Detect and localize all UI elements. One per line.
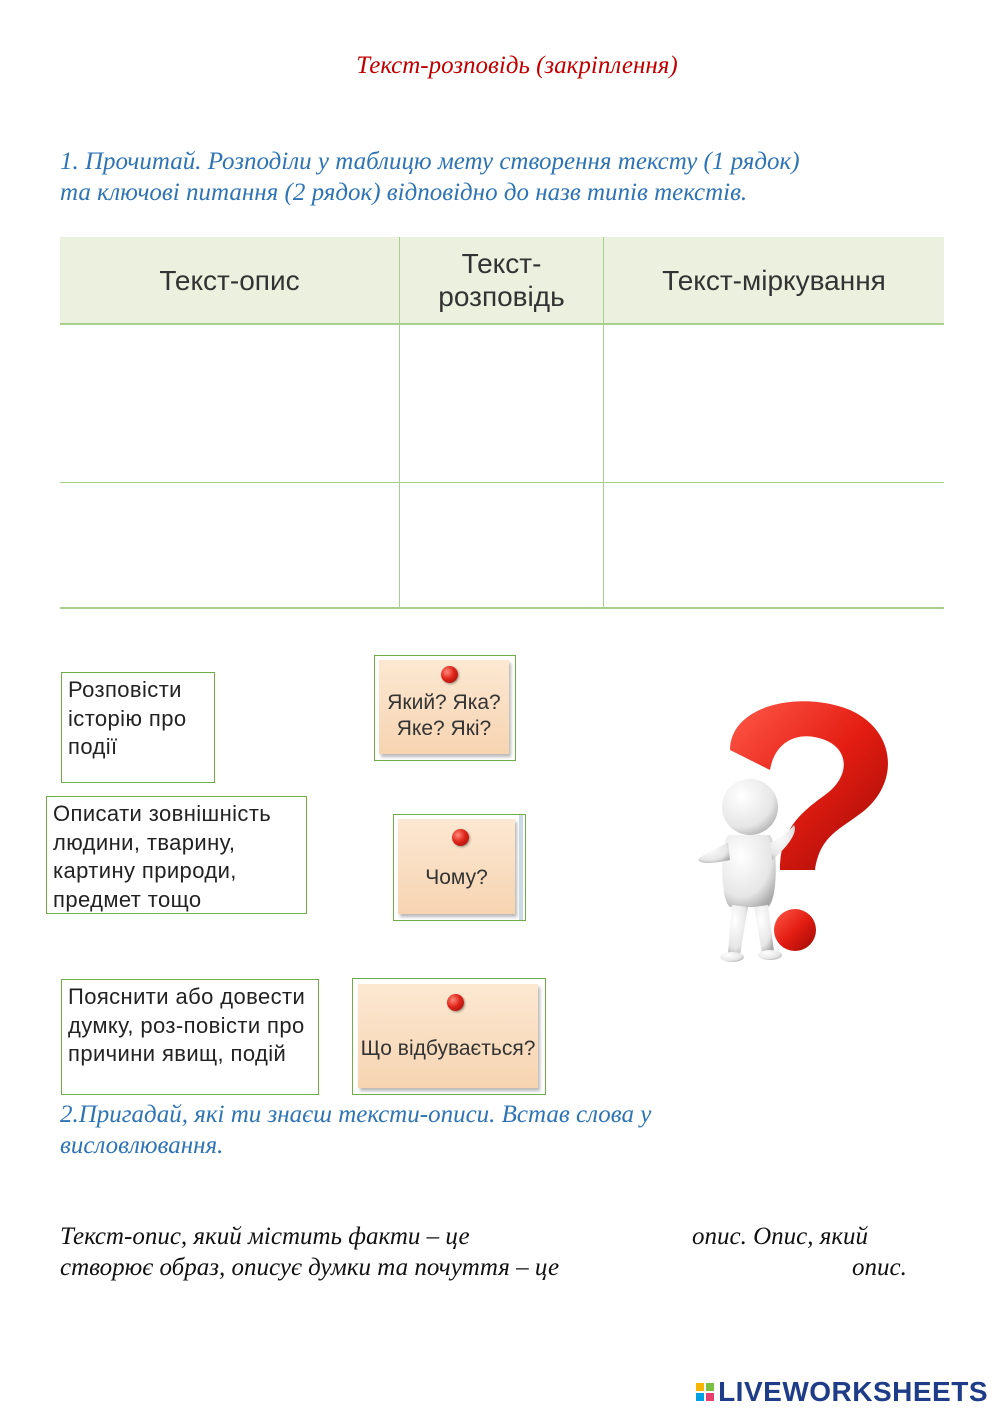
drop-cell-story-purpose[interactable]	[400, 325, 603, 482]
header-text-description: Текст-опис	[159, 264, 300, 296]
task-1-instruction	[60, 146, 980, 208]
note-text: Що відбувається?	[360, 1037, 536, 1060]
text-types-table	[60, 237, 944, 609]
drop-cell-description-question[interactable]	[60, 483, 399, 607]
thinking-figure-question-mark-illustration	[690, 695, 900, 970]
logo-text: LIVEWORKSHEETS	[718, 1376, 988, 1407]
sentence-1-part-2: опис. Опис, який	[692, 1223, 869, 1250]
task-2-line-2: висловлювання.	[60, 1132, 224, 1159]
task-2-line-1: 2.Пригадай, які ти знаєш тексти-описи. Встав слова у	[60, 1101, 652, 1128]
sentence-1-part-1: Текст-опис, який містить факти – це	[60, 1223, 470, 1250]
task-2-instruction	[60, 1099, 960, 1161]
card-purpose-description[interactable]: Описати зовнішність людини, тварину, картину природи, предмет тощо	[46, 796, 307, 914]
liveworksheets-logo-icon	[696, 1383, 714, 1401]
header-text-story: Текст- розповідь	[438, 248, 565, 312]
header-text-reasoning: Текст-міркування	[662, 264, 886, 296]
answer-input-artistic[interactable]	[672, 1253, 844, 1283]
task-1-line-2: та ключові питання (2 рядок) відповідно до назв типів текстів.	[60, 179, 748, 206]
drop-cell-description-purpose[interactable]	[60, 325, 399, 482]
card-purpose-reasoning[interactable]: Пояснити або довести думку, роз-повісти про причини явищ, подій	[61, 979, 319, 1095]
task-1-line-1: 1. Прочитай. Розподіли у таблицю мету створення тексту (1 рядок)	[60, 148, 800, 175]
note-text: Який? Яка? Яке? Які?	[387, 691, 501, 740]
card-question-what-happens[interactable]	[352, 978, 546, 1095]
card-purpose-story[interactable]: Розповісти історію про події	[61, 672, 215, 783]
red-pin-icon	[452, 829, 469, 846]
card-question-what-kind[interactable]	[374, 655, 516, 761]
answer-input-factual[interactable]	[560, 1222, 685, 1252]
table-bottom-border	[60, 607, 944, 609]
sentence-2-part-2: опис.	[852, 1254, 907, 1281]
red-pin-icon	[441, 666, 458, 683]
note-text: Чому?	[425, 865, 488, 889]
note-edge	[519, 815, 523, 920]
red-pin-icon	[447, 994, 464, 1011]
drop-cell-story-question[interactable]	[400, 483, 603, 607]
liveworksheets-logo	[696, 1376, 988, 1408]
card-question-why[interactable]	[393, 814, 526, 921]
drop-cell-reasoning-question[interactable]	[604, 483, 944, 607]
sentence-2-part-1: створює образ, описує думки та почуття – це	[60, 1254, 560, 1281]
drop-cell-reasoning-purpose[interactable]	[604, 325, 944, 482]
page-title: Текст-розповідь (закріплення)	[356, 52, 678, 79]
